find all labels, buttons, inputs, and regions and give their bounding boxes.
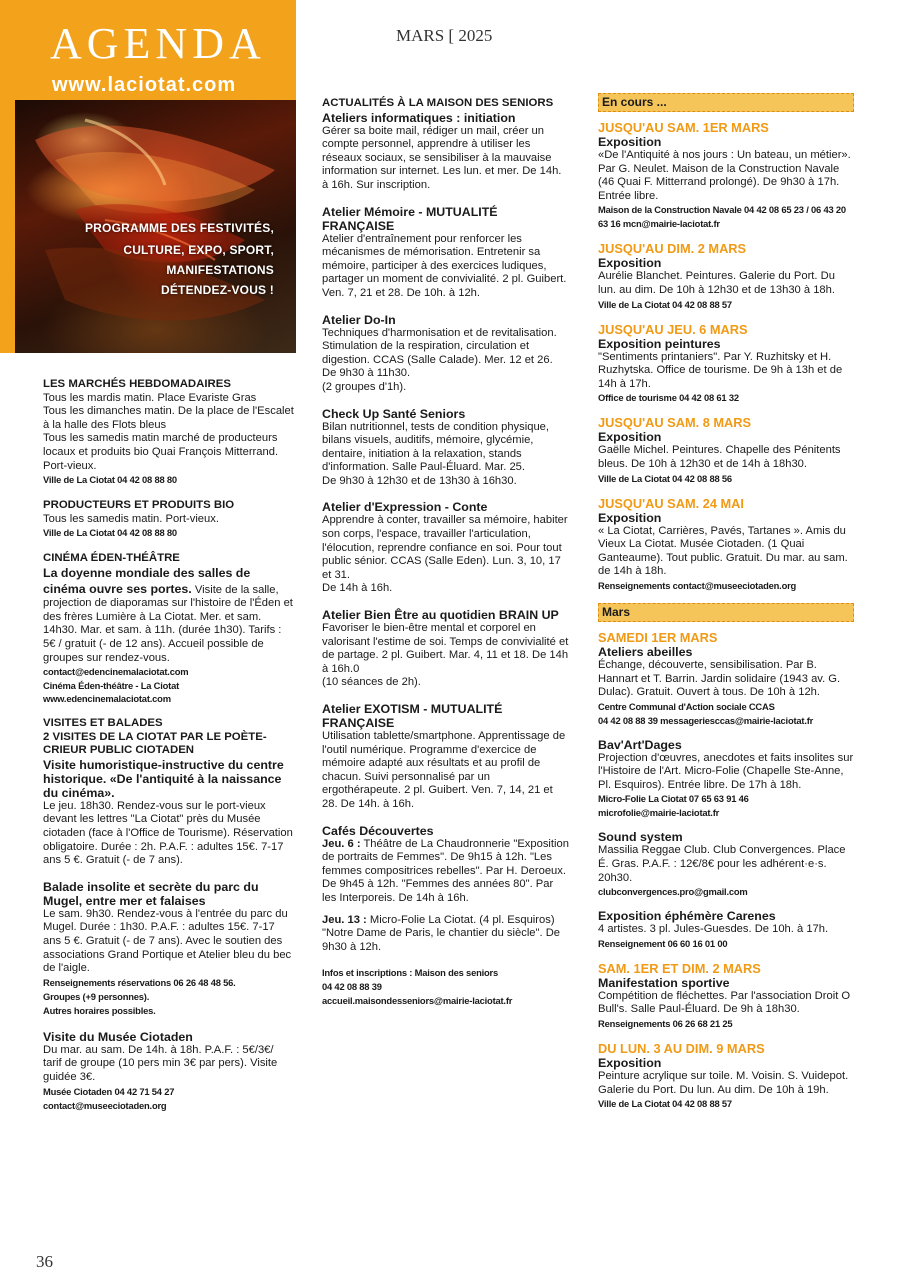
column-2: [322, 97, 570, 1020]
event-title: Exposition: [598, 256, 662, 271]
musee-phone: Musée Ciotaden 04 42 71 54 27: [43, 1085, 175, 1097]
actualites-subtitle: Ateliers informatiques : initiation: [322, 110, 516, 125]
marches-line: Tous les dimanches matin. De la place de l'Escalet à la halle des Flots bleus: [43, 405, 294, 431]
event-text: "Sentiments printaniers". Par Y. Ruzhitsky et H. Ruzhytska. Office de tourisme. De 9h à 13h et de 14h à 17h.: [598, 350, 843, 390]
header-photo: [15, 100, 296, 353]
doin-dates: (2 groupes d'1h).: [322, 380, 407, 393]
bienetre-dates: (10 séances de 2h).: [322, 676, 421, 689]
cafes-block: [322, 824, 570, 955]
bienetre-text: Favoriser le bien-être mental et corporel en valorisant l'estime de soi. Temps de convivialité et de partage. 2 pl. Guibert. Mar. 4, 11 et 18. De 14h à 16h.0: [322, 622, 569, 675]
event-title: Exposition éphémère Carenes: [598, 909, 776, 924]
checkup-block: [322, 407, 570, 489]
event-date: JUSQU'AU SAM. 8 MARS: [598, 415, 752, 431]
event-date: JUSQU'AU SAM. 24 MAI: [598, 495, 744, 511]
event-text: Massilia Reggae Club. Club Convergences. Place É. Gras. P.A.F. : 12€/8€ pour les adhérent·e·s. 20h30.: [598, 844, 846, 884]
checkup-text: Bilan nutritionnel, tests de condition physique, bilans visuels, auditifs, mémoire, glycémie, dentaire, initiation à la relaxation, stands d'information. Salle Paul-Éluard. Mar. 25.: [322, 420, 550, 474]
producteurs-text: Tous les samedis matin. Port-vieux.: [43, 512, 219, 525]
visites-title: VISITES ET BALADES: [43, 717, 163, 730]
event-title: Sound system: [598, 830, 683, 845]
event-date: DU LUN. 3 AU DIM. 9 MARS: [598, 1041, 765, 1057]
event-text: Échange, découverte, sensibilisation. Par B. Hannart et T. Barrin. Jardin solidaire (1943 av. G. Dulac). Gratuit. Ouvert à tous. De 10h à 12h.: [598, 658, 841, 699]
event-item: [598, 738, 854, 821]
tagline-line-2: CULTURE, EXPO, SPORT,: [123, 243, 274, 257]
event-contact: Maison de la Construction Navale 04 42 08 65 23 / 06 43 20 63 16 mcn@mairie-laciotat.fr: [598, 204, 846, 230]
event-date: SAM. 1ER ET DIM. 2 MARS: [598, 960, 761, 976]
event-contact: Micro-Folie La Ciotat 07 65 63 91 46: [598, 793, 749, 805]
cafes-jeu13-label: Jeu. 13 :: [322, 913, 367, 926]
memoire-title: Atelier Mémoire - MUTUALITÉ FRANÇAISE: [322, 204, 498, 233]
exotism-text: Utilisation tablette/smartphone. Apprentissage de l'outil numérique. Programme d'exercice de mémoire adapté aux résultats et au profil de chacun. Suivi personnalisé par un ergothérapeute. 2 pl. Guibert. Ven. 7, 14, 21 et 28. De 14h. à 16h.: [322, 730, 566, 810]
tagline-line-1: PROGRAMME DES FESTIVITÉS,: [84, 221, 274, 235]
cinema-block: [43, 552, 295, 705]
page-month: MARS [ 2025: [396, 26, 493, 45]
cinema-name: Cinéma Éden-théâtre - La Ciotat: [43, 680, 180, 692]
agenda-title: AGENDA: [50, 19, 266, 68]
cinema-website[interactable]: www.edencinemalaciotat.com: [43, 693, 171, 705]
event-item: [598, 322, 854, 406]
event-text: Aurélie Blanchet. Peintures. Galerie du Port. Du lun. au dim. De 10h à 12h30 et de 13h30 à 18h.: [598, 270, 835, 296]
event-item: [598, 415, 854, 485]
actualites-text: Gérer sa boite mail, rédiger un mail, créer un compte personnel, apprendre à utiliser les réseaux sociaux, se sensibiliser à la mauvaise information sur internet. Les lun. et mer. De 14h. à 16h. Sur inscription.: [322, 124, 562, 191]
memoire-block: [322, 205, 570, 301]
event-contact: Office de tourisme 04 42 08 61 32: [598, 392, 739, 404]
event-title: Bav'Art'Dages: [598, 737, 682, 752]
event-contact: Centre Communal d'Action sociale CCAS: [598, 700, 775, 712]
memoire-text: Atelier d'entraînement pour renforcer les mécanismes de mémorisation. Entretenir sa mémoire, participer à des exercices ludiques, partager un moment de convivialité. 2 pl. Guibert.: [322, 232, 567, 286]
visites-lead: Visite humoristique-instructive du centre historique. «De l'antiquité à la naissance du cinéma».: [43, 757, 284, 800]
expression-text: Apprendre à conter, travailler sa mémoire, habiter son corps, l'espace, travailler l'articulation, l'élocution, reprendre confiance en soi. Pour tout public sénior. CCAS (Salle Eden). Lun. 3, 10, 17 et 31.: [322, 514, 568, 581]
balade-title: Balade insolite et secrète du parc du Mugel, entre mer et falaises: [43, 879, 259, 908]
event-contact: Ville de La Ciotat 04 42 08 88 56: [598, 472, 732, 484]
event-text: Peinture acrylique sur toile. M. Voisin. S. Vuidepot. Galerie du Port. Du lun. Au dim. De 10h à 19h.: [598, 1070, 849, 1096]
event-text: Compétition de fléchettes. Par l'association Droit O Bull's. Salle Paul-Éluard. De 9h à 18h30.: [598, 989, 851, 1016]
event-text: Gaëlle Michel. Peintures. Chapelle des Pénitents bleus. De 10h à 12h30 et de 14h à 18h30.: [598, 444, 841, 470]
tagline-line-3: MANIFESTATIONS: [166, 263, 274, 277]
event-title: Exposition: [598, 510, 662, 525]
cafes-jeu6: [322, 838, 570, 906]
balade-block: [43, 880, 295, 1018]
event-item: [598, 241, 854, 311]
visites-text: Le jeu. 18h30. Rendez-vous sur le port-vieux devant les lettres "La Ciotat" près du Musée ciotaden (face à l'Office de Tourisme). Réservation obligatoire. Durée : 2h. P.A.F. : adultes 15€. 7-17 ans 5 €. Gratuit (- de 7 ans).: [43, 799, 293, 867]
event-title: Exposition peintures: [598, 336, 721, 351]
cinema-title: CINÉMA ÉDEN-THÉÂTRE: [43, 552, 180, 565]
exotism-block: [322, 702, 570, 812]
marches-contact: Ville de La Ciotat 04 42 08 88 80: [43, 474, 177, 486]
marches-line: Tous les mardis matin. Place Evariste Gras: [43, 391, 257, 404]
musee-title: Visite du Musée Ciotaden: [43, 1029, 193, 1044]
cafes-jeu6-text: Théâtre de La Chaudronnerie "Exposition de portraits de Femmes". De 9h15 à 12h. "Les femmes compositrices rebelles". Par H. Deroeux. De 9h45 à 12h. "Femmes des années 80". Par les Interporeis. De 14h à 16h.: [322, 837, 569, 904]
section-mars: Mars: [598, 603, 854, 622]
seniors-infos-phone: 04 42 08 88 39: [322, 981, 382, 993]
event-item: [598, 630, 854, 728]
balade-text: Le sam. 9h30. Rendez-vous à l'entrée du parc du Mugel. Durée : 1h30. P.A.F. : adultes 15€. 7-17 ans 5 €. Gratuit (- de 7 ans). Avec le soutien des associations Grand Portique et Atelier bleu du bec de l'aigle.: [43, 907, 292, 975]
visites-block: [43, 717, 295, 868]
expression-dates: De 14h à 16h.: [322, 582, 393, 595]
marches-line: Tous les samedis matin marché de producteurs locaux et produits bio Quai François Mitterrand. Port-vieux.: [43, 432, 279, 472]
cafes-jeu13-text: Micro-Folie La Ciotat. (4 pl. Esquiros) "Notre Dame de Paris, le chantier du siècle". De 9h30 à 12h.: [322, 913, 561, 953]
checkup-title: Check Up Santé Seniors: [322, 406, 466, 421]
marches-title: LES MARCHÉS HEBDOMADAIRES: [43, 378, 231, 390]
event-contact: microfolie@mairie-laciotat.fr: [598, 807, 720, 819]
cinema-lead: La doyenne mondiale des salles de cinéma ouvre ses portes.: [43, 565, 251, 596]
event-item: [598, 909, 854, 951]
event-text: 4 artistes. 3 pl. Jules-Guesdes. De 10h. à 17h.: [598, 923, 829, 936]
doin-block: [322, 313, 570, 395]
cinema-description: Visite de la salle, projection de diaporamas sur l'histoire de l'Éden et des frères Lumière à La Ciotat. Mer. et sam. 14h30. Mar. et sam. à 11h. (durée 1h30). Tarifs : 5€ / gratuit (- de 12 ans). Accueil possible de groupes sur rendez-vous.: [43, 583, 293, 664]
seniors-infos-label: Infos et inscriptions : Maison des seniors: [322, 967, 499, 979]
expression-title: Atelier d'Expression - Conte: [322, 500, 488, 515]
producteurs-title: PRODUCTEURS ET PRODUITS BIO: [43, 499, 235, 512]
event-title: Exposition: [598, 1056, 662, 1071]
event-contact: Ville de La Ciotat 04 42 08 88 57: [598, 298, 732, 310]
event-title: Exposition: [598, 135, 662, 149]
balade-hours: Autres horaires possibles.: [43, 1004, 156, 1016]
event-contact: Renseignement 06 60 16 01 00: [598, 937, 728, 949]
event-date: SAMEDI 1ER MARS: [598, 629, 718, 645]
event-item: [598, 830, 854, 899]
event-text: «De l'Antiquité à nos jours : Un bateau, un métier». Par G. Neulet. Maison de la Construction Navale (46 Quai F. Mitterrand prolongé). De 9h30 à 17h. Entrée libre.: [598, 149, 851, 202]
event-item: [598, 496, 854, 593]
page-number: 36: [36, 1252, 53, 1271]
event-title: Exposition: [598, 430, 662, 445]
event-item: [598, 120, 854, 231]
musee-block: [43, 1030, 295, 1113]
cafes-jeu6-label: Jeu. 6 :: [322, 837, 361, 850]
event-text: Projection d'œuvres, anecdotes et faits insolites sur l'Histoire de l'Art. Micro-Folie (Chapelle Ste-Anne, Pl. Esquiros). Entrée libre. De 17h à 18h.: [598, 751, 854, 791]
producteurs-block: [43, 499, 295, 540]
visites-subtitle: 2 VISITES DE LA CIOTAT PAR LE POÈTE-CRIEUR PUBLIC CIOTADEN: [43, 730, 267, 757]
memoire-dates: Ven. 7, 21 et 28. De 10h. à 12h.: [322, 286, 480, 299]
seniors-infos: [322, 966, 570, 1008]
producteurs-contact: Ville de La Ciotat 04 42 08 88 80: [43, 527, 177, 539]
actualites-title: ACTUALITÉS À LA MAISON DES SENIORS: [322, 97, 554, 109]
event-title: Ateliers abeilles: [598, 644, 693, 659]
section-en-cours: En cours ...: [598, 93, 854, 112]
balade-groups: Groupes (+9 personnes).: [43, 990, 150, 1002]
event-text: « La Ciotat, Carrières, Pavés, Tartanes ». Amis du Vieux La Ciotat. Musée Ciotaden. (1 Quai Ganteaume). Tout public. Gratuit. Du mar. au sam. de 14h à 18h.: [598, 524, 848, 578]
balade-contact: Renseignements réservations 06 26 48 48 56.: [43, 976, 236, 988]
event-date: JUSQU'AU JEU. 6 MARS: [598, 321, 748, 337]
event-contact: 04 42 08 88 39 messageriesccas@mairie-laciotat.fr: [598, 714, 814, 726]
checkup-dates: De 9h30 à 12h30 et de 13h30 à 16h30.: [322, 474, 517, 487]
musee-email[interactable]: contact@museeciotaden.org: [43, 1099, 167, 1111]
doin-title: Atelier Do-In: [322, 312, 396, 327]
event-date: JUSQU'AU SAM. 1ER MARS: [598, 120, 769, 135]
expression-block: [322, 500, 570, 596]
cafes-jeu13: [322, 914, 570, 955]
event-date: JUSQU'AU DIM. 2 MARS: [598, 241, 747, 257]
doin-text: Techniques d'harmonisation et de revitalisation. Stimulation de la respiration, circulation et digestion. CCAS (Salle Calade). Mer. 12 et 26. De 9h30 à 11h30.: [322, 326, 557, 380]
event-contact: Renseignements contact@museeciotaden.org: [598, 579, 797, 591]
actualites-block: [322, 97, 570, 193]
seniors-infos-email[interactable]: accueil.maisondesseniors@mairie-laciotat.fr: [322, 995, 513, 1007]
cinema-text: [43, 566, 295, 665]
event-contact: Renseignements 06 26 68 21 25: [598, 1018, 733, 1030]
exotism-title: Atelier EXOTISM - MUTUALITÉ FRANÇAISE: [322, 702, 503, 730]
column-3: [598, 93, 854, 1121]
bienetre-block: [322, 608, 570, 690]
event-title: Manifestation sportive: [598, 975, 730, 990]
event-item: [598, 961, 854, 1031]
musee-text: Du mar. au sam. De 14h. à 18h. P.A.F. : 5€/3€/ tarif de groupe (10 pers min 3€ par pers). Visite guidée 3€.: [43, 1043, 278, 1083]
cinema-email[interactable]: contact@edencinemalaciotat.com: [43, 666, 189, 678]
tagline-line-4: DÉTENDEZ-VOUS !: [160, 283, 274, 297]
website-url[interactable]: www.laciotat.com: [52, 74, 237, 96]
event-contact: clubconvergences.pro@gmail.com: [598, 886, 748, 898]
cafes-title: Cafés Découvertes: [322, 823, 434, 838]
agenda-header: [0, 0, 296, 353]
event-contact: Ville de La Ciotat 04 42 08 88 57: [598, 1098, 732, 1110]
event-item: [598, 1041, 854, 1111]
marches-block: [43, 378, 295, 487]
bienetre-title: Atelier Bien Être au quotidien BRAIN UP: [322, 608, 559, 623]
column-1: [43, 378, 295, 1125]
